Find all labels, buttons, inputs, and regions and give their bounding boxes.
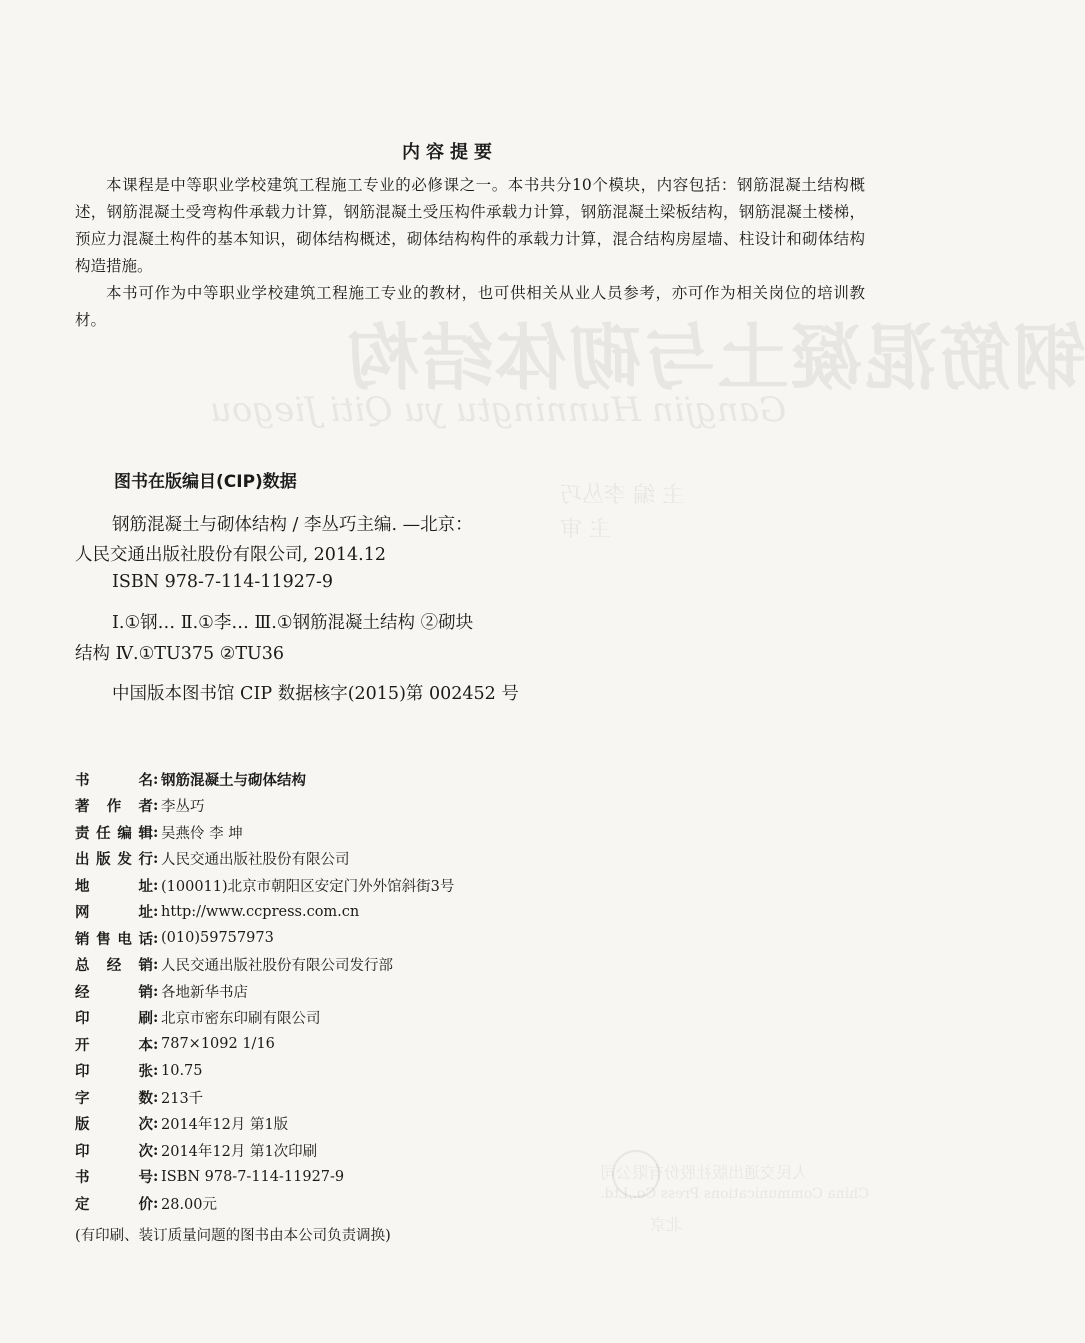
info-row bbox=[75, 766, 835, 793]
info-colon: : bbox=[153, 1168, 159, 1186]
cip-heading: 图书在版编目(CIP)数据 bbox=[114, 472, 297, 492]
info-row bbox=[75, 1190, 835, 1217]
summary-paragraph-1: 本课程是中等职业学校建筑工程施工专业的必修课之一。本书共分10个模块，内容包括：钢筋混凝土结构概述，钢筋混凝土受弯构件承载力计算，钢筋混凝土受压构件承载力计算，钢筋混凝土梁板结构，钢筋混凝土楼梯，预应力混凝土构件的基本知识，砌体结构概述，砌体结构构件的承载力计算，混合结构房屋墙、柱设计和砌体结构构造措施。 bbox=[75, 176, 865, 275]
info-colon: : bbox=[153, 797, 159, 815]
info-colon: : bbox=[153, 1035, 159, 1053]
info-row bbox=[75, 846, 835, 873]
info-value: 北京市密东印刷有限公司 bbox=[161, 1011, 321, 1028]
info-colon: : bbox=[153, 876, 159, 894]
info-row bbox=[75, 899, 835, 926]
info-colon: : bbox=[153, 1115, 159, 1133]
info-value: (010)59757973 bbox=[161, 930, 274, 947]
info-label: 地址 bbox=[75, 878, 153, 895]
info-value: 2014年12月 第1次印刷 bbox=[161, 1143, 318, 1160]
summary-title: 内容提要 bbox=[402, 142, 498, 163]
info-label: 开本 bbox=[75, 1037, 153, 1054]
info-value: 213千 bbox=[161, 1090, 204, 1107]
cip-classification: Ⅰ.①钢… Ⅱ.①李… Ⅲ.①钢筋混凝土结构 ②砌块 bbox=[112, 613, 474, 633]
info-row bbox=[75, 819, 835, 846]
info-row bbox=[75, 1164, 835, 1191]
info-label: 定价 bbox=[75, 1196, 153, 1213]
bleedthrough-reviewer: 主 审 bbox=[560, 517, 611, 542]
info-value: ISBN 978-7-114-11927-9 bbox=[161, 1168, 345, 1185]
info-value: 787×1092 1/16 bbox=[161, 1036, 275, 1053]
info-colon: : bbox=[153, 1141, 159, 1159]
bleedthrough-title: 钢筋混凝土与砌体结构 bbox=[345, 316, 1085, 400]
info-value: 2014年12月 第1版 bbox=[161, 1117, 289, 1134]
info-label: 总经销 bbox=[75, 958, 153, 975]
info-row bbox=[75, 1137, 835, 1164]
info-colon: : bbox=[153, 929, 159, 947]
info-value: 各地新华书店 bbox=[161, 984, 248, 1001]
info-label: 书名 bbox=[75, 772, 153, 789]
info-label: 著作者 bbox=[75, 799, 153, 816]
info-value: 10.75 bbox=[161, 1062, 203, 1079]
bleedthrough-editor: 主 编 李丛巧 bbox=[560, 483, 684, 508]
info-colon: : bbox=[153, 956, 159, 974]
info-row bbox=[75, 925, 835, 952]
info-row bbox=[75, 1058, 835, 1085]
cip-record-number: 中国版本图书馆 CIP 数据核字(2015)第 002452 号 bbox=[112, 684, 519, 704]
info-value: 李丛巧 bbox=[161, 799, 205, 816]
info-colon: : bbox=[153, 770, 159, 788]
info-value: 人民交通出版社股份有限公司 bbox=[161, 852, 350, 869]
info-colon: : bbox=[153, 1194, 159, 1212]
bleedthrough-city: 北京 bbox=[650, 1215, 683, 1234]
summary-paragraph-2: 本书可作为中等职业学校建筑工程施工专业的教材，也可供相关从业人员参考，亦可作为相关岗位的培训教材。 bbox=[75, 284, 865, 329]
info-label: 印张 bbox=[75, 1064, 153, 1081]
info-label: 出版发行 bbox=[75, 852, 153, 869]
info-label: 销售电话 bbox=[75, 931, 153, 948]
bleedthrough-pinyin: Gangjin Hunningtu yu Qiti Jiegou bbox=[210, 390, 787, 430]
info-value: http://www.ccpress.com.cn bbox=[161, 903, 360, 920]
info-label: 网址 bbox=[75, 905, 153, 922]
info-label: 印刷 bbox=[75, 1011, 153, 1028]
info-row bbox=[75, 1084, 835, 1111]
info-label: 书号 bbox=[75, 1170, 153, 1187]
cip-classification-cont: 结构 Ⅳ.①TU375 ②TU36 bbox=[75, 644, 285, 664]
info-value: 吴燕伶 李 坤 bbox=[161, 825, 243, 842]
info-value: 人民交通出版社股份有限公司发行部 bbox=[161, 958, 393, 975]
info-colon: : bbox=[153, 1062, 159, 1080]
info-colon: : bbox=[153, 1088, 159, 1106]
bleedthrough-publisher-en: China Communications Press Co.,Ltd. bbox=[600, 1186, 869, 1202]
info-label: 版次 bbox=[75, 1117, 153, 1134]
info-label: 责任编辑 bbox=[75, 825, 153, 842]
info-value: 钢筋混凝土与砌体结构 bbox=[161, 772, 306, 789]
info-value: (100011)北京市朝阳区安定门外外馆斜街3号 bbox=[161, 878, 455, 895]
info-label: 字数 bbox=[75, 1090, 153, 1107]
info-row bbox=[75, 978, 835, 1005]
info-row bbox=[75, 1111, 835, 1138]
book-info-list bbox=[75, 766, 835, 1217]
cip-isbn: ISBN 978-7-114-11927-9 bbox=[112, 572, 334, 592]
cip-line: 钢筋混凝土与砌体结构 / 李丛巧主编. —北京： bbox=[112, 515, 473, 535]
info-label: 经销 bbox=[75, 984, 153, 1001]
quality-footnote: (有印刷、装订质量问题的图书由本公司负责调换) bbox=[75, 1228, 391, 1244]
info-colon: : bbox=[153, 823, 159, 841]
info-colon: : bbox=[153, 982, 159, 1000]
info-colon: : bbox=[153, 850, 159, 868]
info-row bbox=[75, 872, 835, 899]
info-value: 28.00元 bbox=[161, 1196, 218, 1213]
info-label: 印次 bbox=[75, 1143, 153, 1160]
info-colon: : bbox=[153, 1009, 159, 1027]
info-row bbox=[75, 952, 835, 979]
info-row bbox=[75, 1005, 835, 1032]
info-row bbox=[75, 1031, 835, 1058]
bleedthrough-publisher: 人民交通出版社股份有限公司 bbox=[600, 1163, 809, 1182]
info-row bbox=[75, 793, 835, 820]
cip-line: 人民交通出版社股份有限公司, 2014.12 bbox=[75, 545, 386, 565]
info-colon: : bbox=[153, 903, 159, 921]
